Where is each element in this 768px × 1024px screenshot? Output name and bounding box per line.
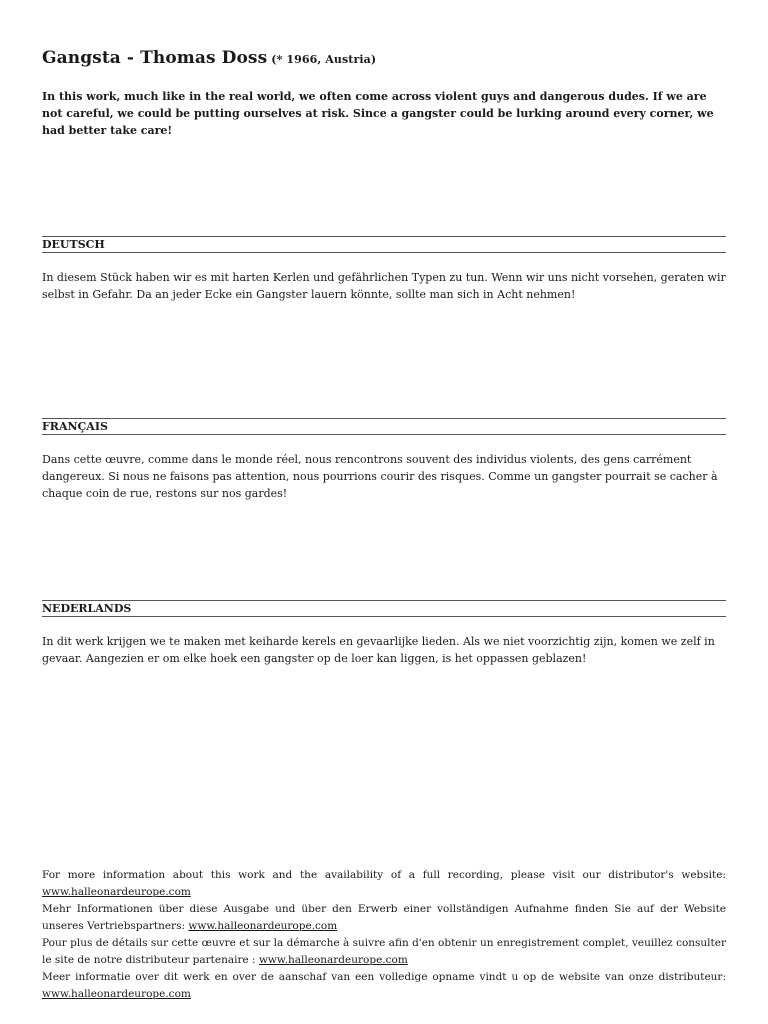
section-text: In diesem Stück haben wir es mit harten Kerlen und gefährlichen Typen zu tun. Wenn wir uns nicht vorsehen, geraten wir selbst in Gefahr. Da an jeder Ecke ein Gangster lauern könnte, sollte man sich in Acht nehmen! — [42, 271, 726, 301]
footer-text: For more information about this work and the availability of a full recording, please visit our distributor's website: — [42, 869, 726, 881]
section-nederlands — [42, 600, 726, 667]
footer-text: Meer informatie over dit werk en over de aanschaf van een volledige opname vindt u op de website van onze distributeur: — [42, 971, 726, 983]
title-text: Gangsta - Thomas Doss — [42, 48, 268, 68]
section-francais — [42, 418, 726, 502]
distributor-link[interactable]: www.halleonardeurope.com — [258, 954, 408, 966]
title-block — [42, 48, 726, 68]
footer-dutch — [42, 969, 726, 1003]
distributor-link[interactable]: www.halleonardeurope.com — [188, 920, 338, 932]
section-text: Dans cette œuvre, comme dans le monde réel, nous rencontrons souvent des individus violents, des gens carrément dangereux. Si nous ne faisons pas attention, nous pourrions courir des risques. Comme un gangster pourrait se cacher à chaque coin de rue, restons sur nos gardes! — [42, 453, 718, 500]
footer-info — [42, 867, 726, 1003]
footer-french — [42, 935, 726, 969]
distributor-link[interactable]: www.halleonardeurope.com — [42, 988, 191, 1000]
page-title — [42, 48, 376, 68]
section-heading: DEUTSCH — [42, 236, 726, 253]
section-deutsch — [42, 236, 726, 303]
section-heading: NEDERLANDS — [42, 600, 726, 617]
footer-text: Pour plus de détails sur cette œuvre et sur la démarche à suivre afin d'en obtenir un enregistrement complet, veuillez consulter le site de notre distributeur partenaire : — [42, 937, 726, 966]
section-text: In dit werk krijgen we te maken met keiharde kerels en gevaarlijke lieden. Als we niet voorzichtig zijn, komen we zelf in gevaar. Aangezien er om elke hoek een gangster op de loer kan liggen, is het oppassen geblazen! — [42, 635, 715, 665]
footer-german — [42, 901, 726, 935]
composer-info: (* 1966, Austria) — [271, 53, 377, 66]
intro-text: In this work, much like in the real world, we often come across violent guys and dangerous dudes. If we are not careful, we could be putting ourselves at risk. Since a gangster could be lurking around every corner, we had better take care! — [42, 90, 714, 137]
distributor-link[interactable]: www.halleonardeurope.com — [42, 886, 191, 898]
section-heading: FRANÇAIS — [42, 418, 726, 435]
footer-text: Mehr Informationen über diese Ausgabe und über den Erwerb einer vollständigen Aufnahme finden Sie auf der Website unseres Vertriebspartners: — [42, 903, 726, 932]
footer-english — [42, 867, 726, 901]
